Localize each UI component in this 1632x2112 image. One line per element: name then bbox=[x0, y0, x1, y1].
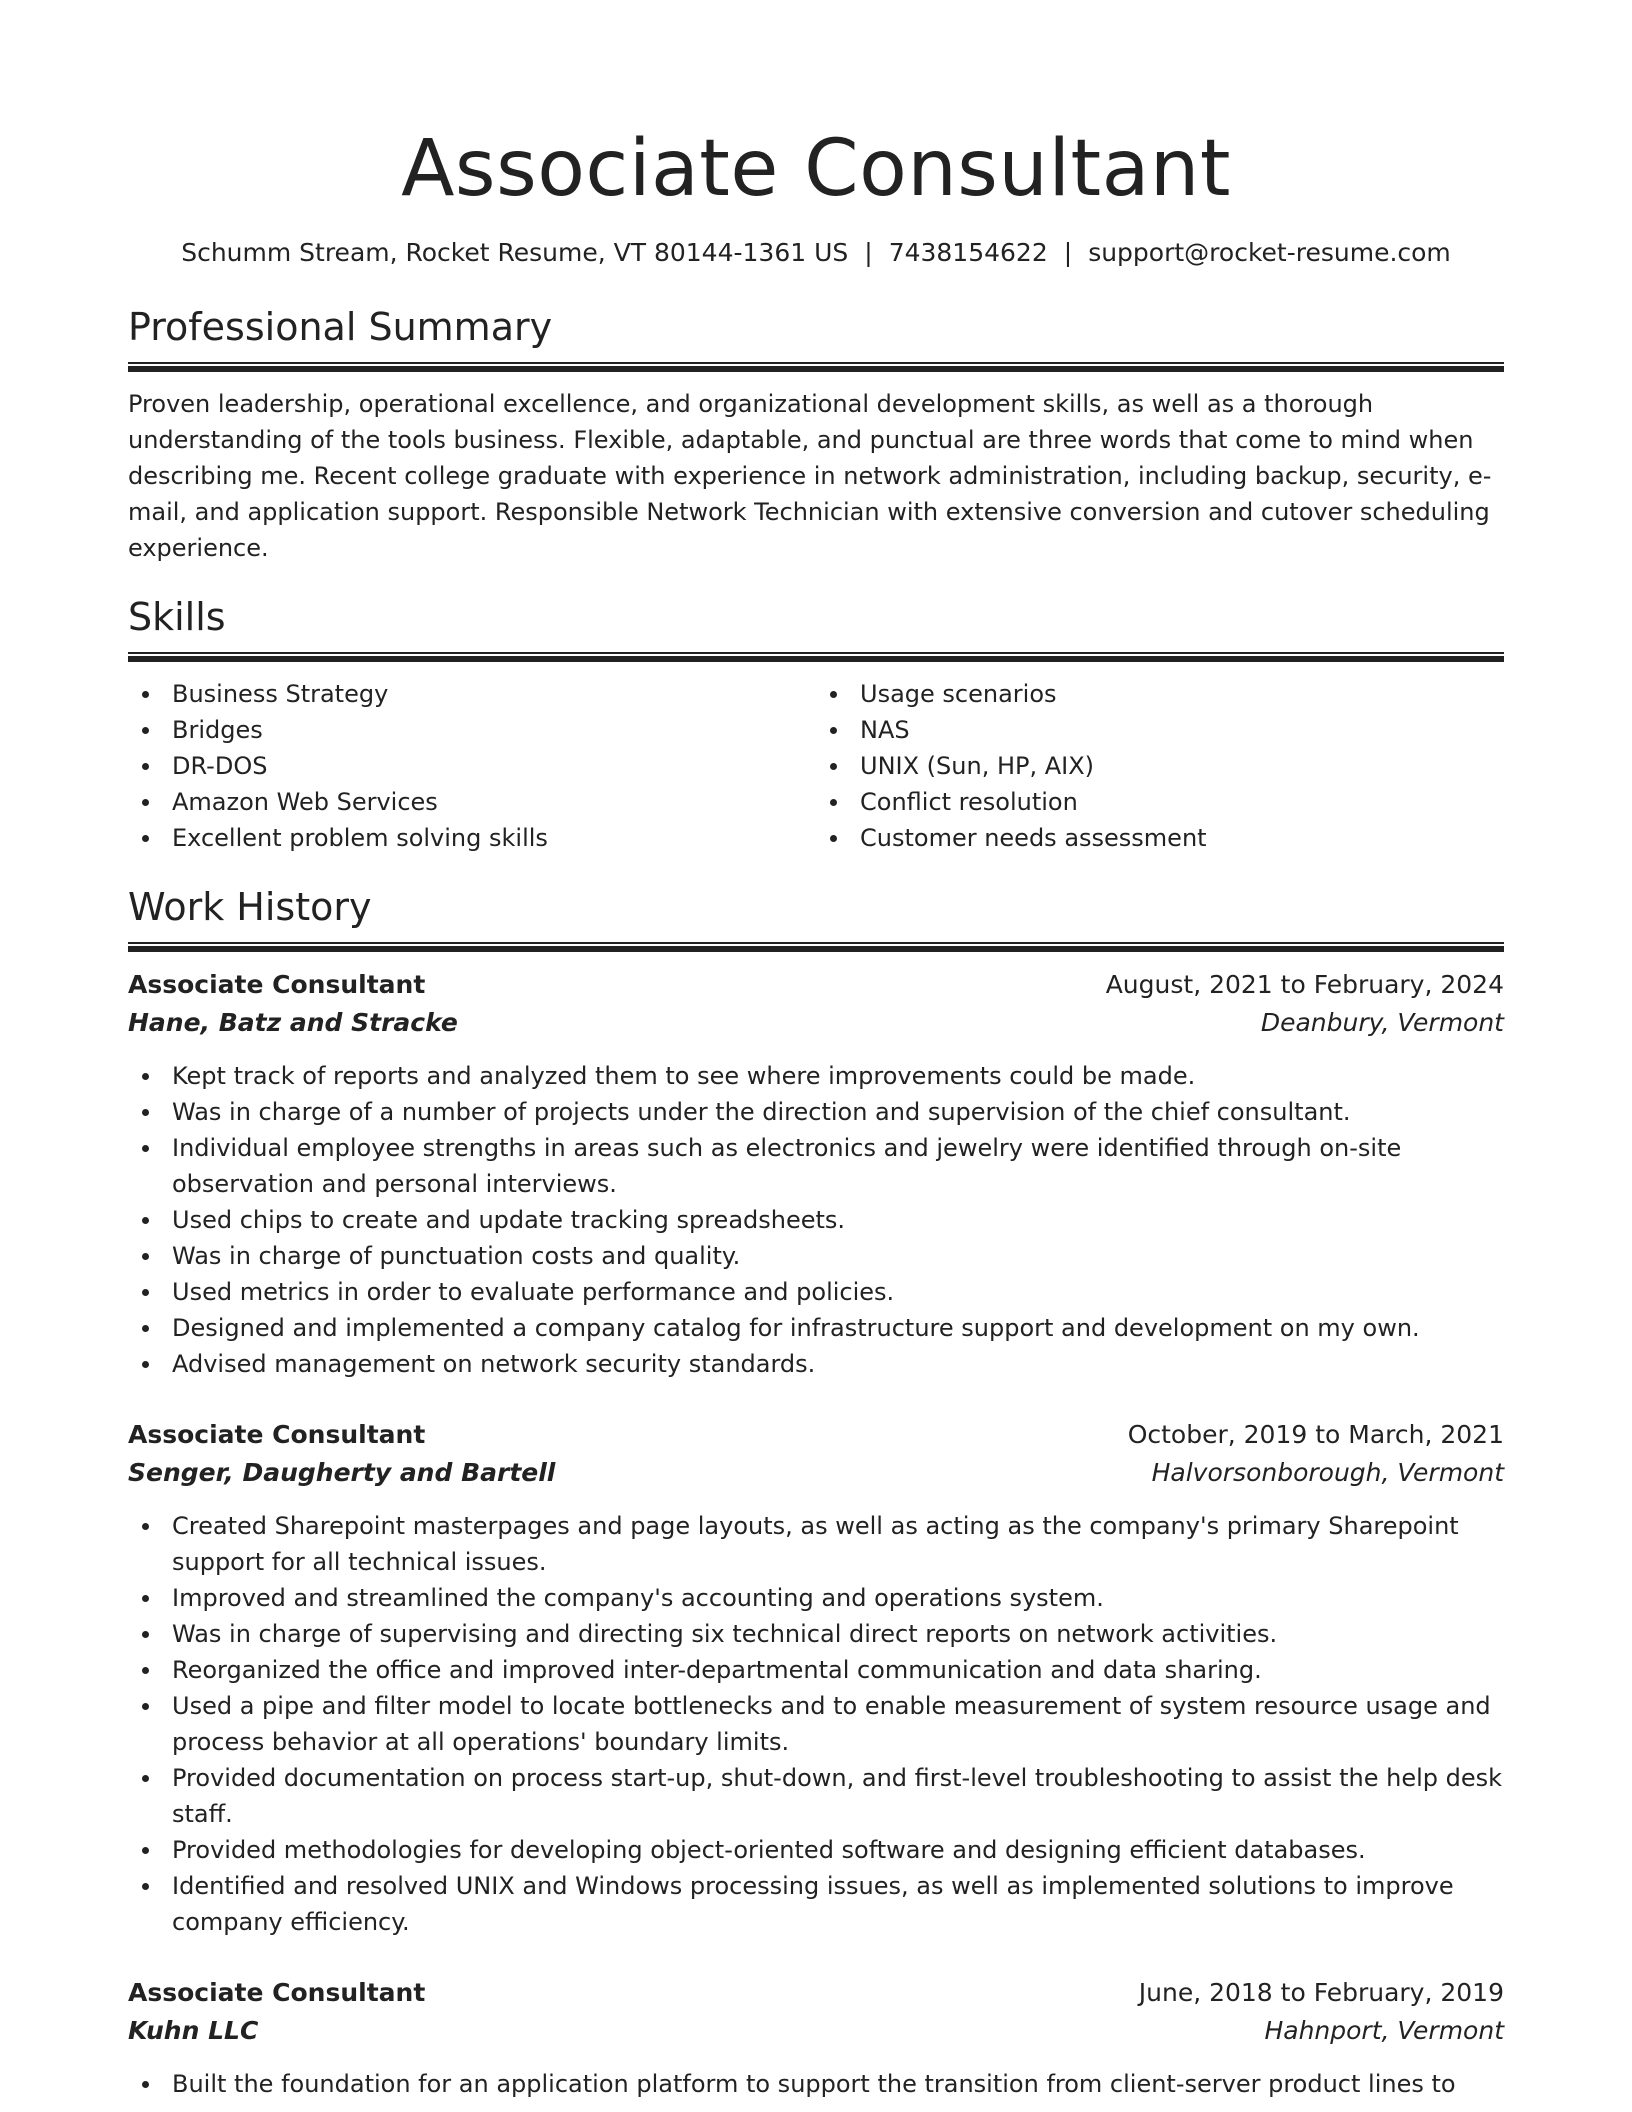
job-bullet: Kept track of reports and analyzed them to see where improvements could be made. bbox=[128, 1058, 1504, 1094]
job-entry bbox=[128, 1974, 1504, 2102]
job-bullets bbox=[128, 1058, 1504, 1382]
job-bullet: Built the foundation for an application platform to support the transition from client-server product lines to bbox=[128, 2066, 1504, 2102]
skill-item: DR-DOS bbox=[128, 748, 816, 784]
section-divider bbox=[128, 362, 1504, 372]
job-bullet: Reorganized the office and improved inter-departmental communication and data sharing. bbox=[128, 1652, 1504, 1688]
job-bullets bbox=[128, 1508, 1504, 1940]
skill-item: Business Strategy bbox=[128, 676, 816, 712]
job-bullet: Provided methodologies for developing object-oriented software and designing efficient databases. bbox=[128, 1832, 1504, 1868]
skill-item: Conflict resolution bbox=[816, 784, 1504, 820]
job-subheader-row bbox=[128, 1454, 1504, 1492]
job-bullet: Individual employee strengths in areas such as electronics and jewelry were identified through on-site observation and personal interviews. bbox=[128, 1130, 1504, 1202]
contact-separator: | bbox=[864, 238, 873, 267]
professional-summary-section bbox=[128, 304, 1504, 566]
skill-item: Customer needs assessment bbox=[816, 820, 1504, 856]
job-title: Associate Consultant bbox=[128, 970, 426, 999]
job-bullet: Used a pipe and filter model to locate bottlenecks and to enable measurement of system resource usage and process behavior at all operations' boundary limits. bbox=[128, 1688, 1504, 1760]
skill-item: Usage scenarios bbox=[816, 676, 1504, 712]
section-divider bbox=[128, 942, 1504, 952]
job-bullet: Used metrics in order to evaluate performance and policies. bbox=[128, 1274, 1504, 1310]
job-bullet: Designed and implemented a company catalog for infrastructure support and development on my own. bbox=[128, 1310, 1504, 1346]
contact-phone: 7438154622 bbox=[888, 238, 1048, 267]
job-location: Halvorsonborough, Vermont bbox=[1151, 1458, 1504, 1487]
contact-line bbox=[128, 236, 1504, 270]
job-title: Associate Consultant bbox=[128, 1978, 426, 2007]
skill-item: Excellent problem solving skills bbox=[128, 820, 816, 856]
skill-item: Bridges bbox=[128, 712, 816, 748]
job-bullet: Identified and resolved UNIX and Windows processing issues, as well as implemented solutions to improve company efficiency. bbox=[128, 1868, 1504, 1940]
skill-item: NAS bbox=[816, 712, 1504, 748]
contact-address: Schumm Stream, Rocket Resume, VT 80144-1361 US bbox=[181, 238, 849, 267]
skills-list-right bbox=[816, 676, 1504, 856]
job-dates: June, 2018 to February, 2019 bbox=[1138, 1978, 1504, 2007]
job-bullet: Provided documentation on process start-up, shut-down, and first-level troubleshooting to assist the help desk staff. bbox=[128, 1760, 1504, 1832]
job-bullet: Was in charge of a number of projects under the direction and supervision of the chief consultant. bbox=[128, 1094, 1504, 1130]
job-header-row bbox=[128, 1974, 1504, 2012]
summary-text: Proven leadership, operational excellence, and organizational development skills, as well as a thorough understanding of the tools business. Flexible, adaptable, and punctual are three words that come to mind when describing me. Recent college graduate with experience in network administration, including backup, security, e-mail, and application support. Responsible Network Technician with extensive conversion and cutover scheduling experience. bbox=[128, 390, 1492, 562]
section-heading-skills: Skills bbox=[128, 595, 226, 639]
job-dates: October, 2019 to March, 2021 bbox=[1127, 1420, 1504, 1449]
job-header-row bbox=[128, 966, 1504, 1004]
job-subheader-row bbox=[128, 1004, 1504, 1042]
job-entry bbox=[128, 966, 1504, 1382]
job-entry bbox=[128, 1416, 1504, 1940]
job-bullet: Used chips to create and update tracking spreadsheets. bbox=[128, 1202, 1504, 1238]
job-subheader-row bbox=[128, 2012, 1504, 2050]
job-bullet: Created Sharepoint masterpages and page layouts, as well as acting as the company's primary Sharepoint support for all technical issues. bbox=[128, 1508, 1504, 1580]
section-heading-work: Work History bbox=[128, 885, 372, 929]
job-dates: August, 2021 to February, 2024 bbox=[1105, 970, 1504, 999]
job-bullet: Was in charge of punctuation costs and quality. bbox=[128, 1238, 1504, 1274]
job-title: Associate Consultant bbox=[128, 1420, 426, 1449]
skills-grid bbox=[128, 676, 1504, 856]
job-header-row bbox=[128, 1416, 1504, 1454]
job-bullets bbox=[128, 2066, 1504, 2102]
job-bullet: Improved and streamlined the company's accounting and operations system. bbox=[128, 1580, 1504, 1616]
section-divider bbox=[128, 652, 1504, 662]
job-company: Senger, Daugherty and Bartell bbox=[128, 1458, 556, 1487]
job-company: Kuhn LLC bbox=[128, 2016, 259, 2045]
skills-section bbox=[128, 594, 1504, 856]
job-company: Hane, Batz and Stracke bbox=[128, 1008, 458, 1037]
resume-title: Associate Consultant bbox=[401, 124, 1231, 214]
job-location: Deanbury, Vermont bbox=[1260, 1008, 1504, 1037]
work-history-section bbox=[128, 884, 1504, 2102]
contact-email: support@rocket-resume.com bbox=[1088, 238, 1451, 267]
job-bullet: Was in charge of supervising and directing six technical direct reports on network activities. bbox=[128, 1616, 1504, 1652]
section-heading-summary: Professional Summary bbox=[128, 305, 553, 349]
skill-item: Amazon Web Services bbox=[128, 784, 816, 820]
skill-item: UNIX (Sun, HP, AIX) bbox=[816, 748, 1504, 784]
job-bullet: Advised management on network security standards. bbox=[128, 1346, 1504, 1382]
contact-separator: | bbox=[1063, 238, 1073, 267]
job-location: Hahnport, Vermont bbox=[1264, 2016, 1504, 2045]
skills-list-left bbox=[128, 676, 816, 856]
